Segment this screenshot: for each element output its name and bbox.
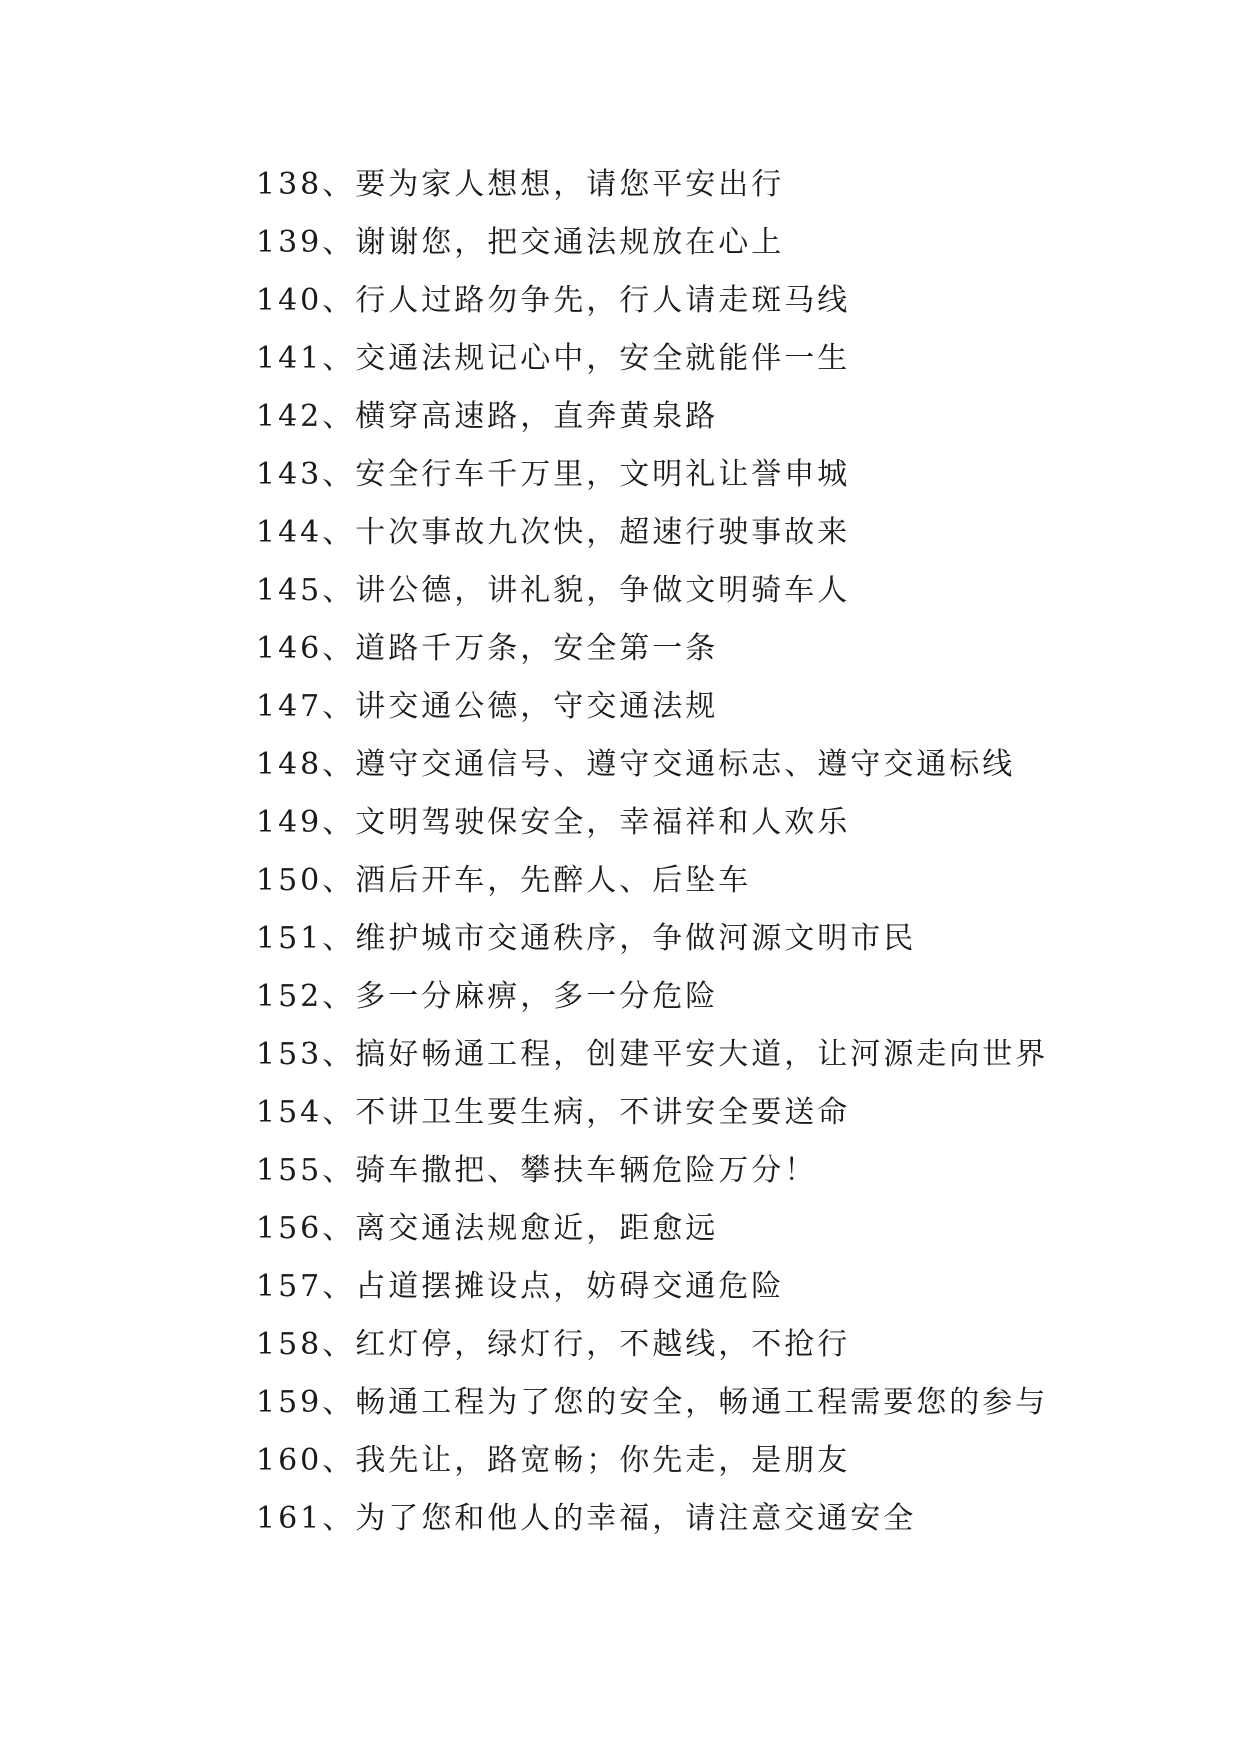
slogan-line: 146、道路千万条，安全第一条 xyxy=(256,631,719,666)
slogan-line: 147、讲交通公德，守交通法规 xyxy=(256,689,719,724)
slogan-line: 150、酒后开车，先醉人、后坠车 xyxy=(256,863,752,898)
slogan-line: 160、我先让，路宽畅；你先走，是朋友 xyxy=(256,1443,851,1478)
slogan-line: 161、为了您和他人的幸福，请注意交通安全 xyxy=(256,1501,917,1536)
slogan-line: 139、谢谢您，把交通法规放在心上 xyxy=(256,225,785,260)
slogan-line: 155、骑车撒把、攀扶车辆危险万分！ xyxy=(256,1153,818,1188)
slogan-line: 151、维护城市交通秩序，争做河源文明市民 xyxy=(256,921,917,956)
slogan-line: 149、文明驾驶保安全，幸福祥和人欢乐 xyxy=(256,805,851,840)
slogan-line: 152、多一分麻痹，多一分危险 xyxy=(256,979,719,1014)
slogan-line: 158、红灯停，绿灯行，不越线，不抢行 xyxy=(256,1327,851,1362)
slogan-line: 143、安全行车千万里，文明礼让誉申城 xyxy=(256,457,851,492)
slogan-line: 154、不讲卫生要生病，不讲安全要送命 xyxy=(256,1095,851,1130)
slogan-line: 140、行人过路勿争先，行人请走斑马线 xyxy=(256,283,851,318)
slogan-line: 153、搞好畅通工程，创建平安大道，让河源走向世界 xyxy=(256,1037,1049,1072)
slogan-line: 142、横穿高速路，直奔黄泉路 xyxy=(256,399,719,434)
slogan-line: 148、遵守交通信号、遵守交通标志、遵守交通标线 xyxy=(256,747,1016,782)
slogan-line: 141、交通法规记心中，安全就能伴一生 xyxy=(256,341,851,376)
slogan-line: 145、讲公德，讲礼貌，争做文明骑车人 xyxy=(256,573,851,608)
slogan-line: 156、离交通法规愈近，距愈远 xyxy=(256,1211,719,1246)
slogan-line: 138、要为家人想想，请您平安出行 xyxy=(256,167,785,202)
slogan-line: 159、畅通工程为了您的安全，畅通工程需要您的参与 xyxy=(256,1385,1049,1420)
slogan-line: 144、十次事故九次快，超速行驶事故来 xyxy=(256,515,851,550)
slogan-list xyxy=(256,156,1156,1548)
slogan-line: 157、占道摆摊设点，妨碍交通危险 xyxy=(256,1269,785,1304)
